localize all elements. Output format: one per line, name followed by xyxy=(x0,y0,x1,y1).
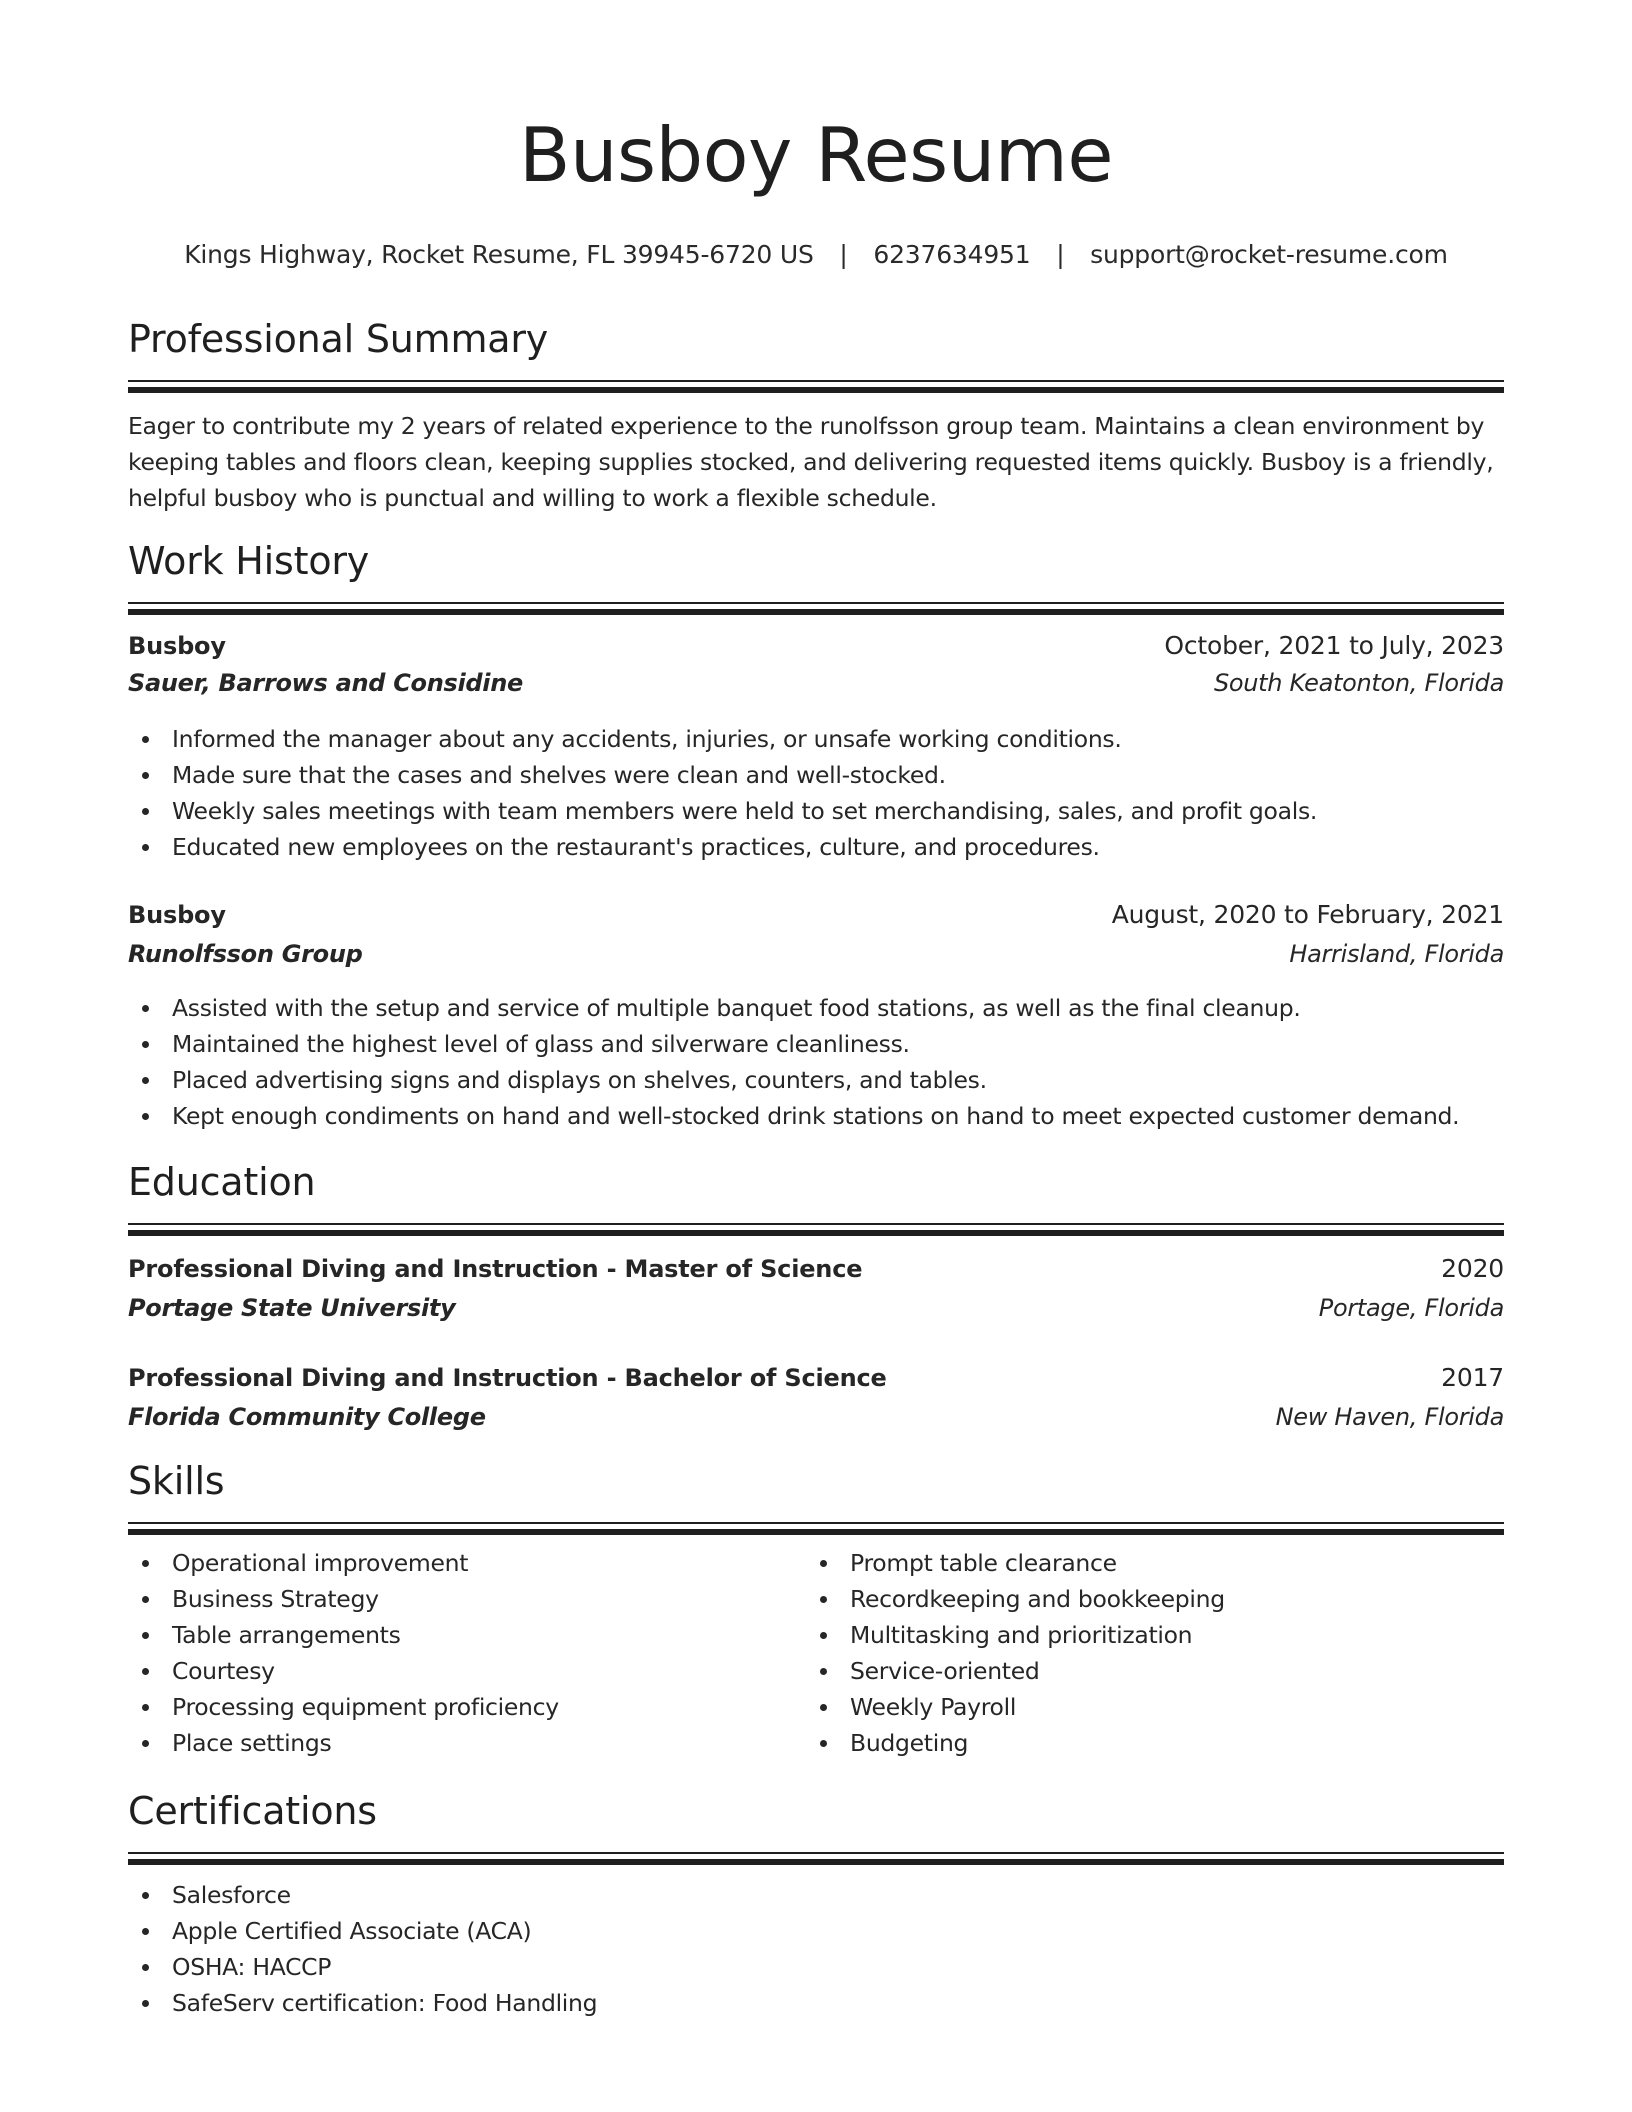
list-item: Budgeting xyxy=(806,1725,1484,1761)
skills-list-right xyxy=(806,1545,1484,1761)
section-heading: Work History xyxy=(128,539,370,583)
contact-separator: | xyxy=(839,240,848,269)
summary-section xyxy=(128,317,1504,516)
education-year: 2017 xyxy=(1441,1363,1504,1392)
job-company: Runolfsson Group xyxy=(128,940,363,968)
list-item: Table arrangements xyxy=(128,1617,806,1653)
section-divider xyxy=(128,1852,1504,1854)
education-year: 2020 xyxy=(1441,1254,1504,1283)
contact-phone: 6237634951 xyxy=(873,240,1031,269)
list-item: Maintained the highest level of glass and silverware cleanliness. xyxy=(128,1026,1504,1062)
list-item: Multitasking and prioritization xyxy=(806,1617,1484,1653)
list-item: Place settings xyxy=(128,1725,806,1761)
education-location: New Haven, Florida xyxy=(1275,1403,1504,1431)
section-divider xyxy=(128,1230,1504,1236)
list-item: Placed advertising signs and displays on shelves, counters, and tables. xyxy=(128,1062,1504,1098)
list-item: Processing equipment proficiency xyxy=(128,1689,806,1725)
job-dates: October, 2021 to July, 2023 xyxy=(1164,631,1504,660)
certifications-section xyxy=(128,1789,1504,2021)
section-divider xyxy=(128,380,1504,382)
job-company: Sauer, Barrows and Considine xyxy=(128,669,523,697)
list-item: Recordkeeping and bookkeeping xyxy=(806,1581,1484,1617)
contact-separator: | xyxy=(1056,240,1065,269)
job-bullets xyxy=(128,721,1504,865)
education-location: Portage, Florida xyxy=(1318,1294,1504,1322)
contact-line xyxy=(128,240,1504,269)
list-item: Weekly Payroll xyxy=(806,1689,1484,1725)
list-item: Weekly sales meetings with team members were held to set merchandising, sales, and profit goals. xyxy=(128,793,1504,829)
certifications-list xyxy=(128,1877,1504,2021)
resume-title: Busboy Resume xyxy=(519,111,1113,199)
list-item: Assisted with the setup and service of multiple banquet food stations, as well as the final cleanup. xyxy=(128,990,1504,1026)
education-degree: Professional Diving and Instruction - Bachelor of Science xyxy=(128,1364,887,1392)
education-entry xyxy=(128,1363,1504,1441)
job-entry xyxy=(128,900,1504,1134)
section-heading: Education xyxy=(128,1160,316,1204)
list-item: OSHA: HACCP xyxy=(128,1949,1504,1985)
list-item: Apple Certified Associate (ACA) xyxy=(128,1913,1504,1949)
section-divider xyxy=(128,1223,1504,1225)
job-title: Busboy xyxy=(128,901,226,929)
education-entry xyxy=(128,1254,1504,1332)
section-heading: Certifications xyxy=(128,1789,377,1833)
job-location: Harrisland, Florida xyxy=(1289,940,1504,968)
skills-list-left xyxy=(128,1545,806,1761)
job-location: South Keatonton, Florida xyxy=(1213,669,1504,697)
list-item: Kept enough condiments on hand and well-stocked drink stations on hand to meet expected customer demand. xyxy=(128,1098,1504,1134)
list-item: SafeServ certification: Food Handling xyxy=(128,1985,1504,2021)
job-bullets xyxy=(128,990,1504,1134)
section-divider xyxy=(128,1522,1504,1524)
section-heading: Skills xyxy=(128,1459,225,1503)
section-divider xyxy=(128,1859,1504,1865)
section-divider xyxy=(128,387,1504,393)
job-title: Busboy xyxy=(128,632,226,660)
list-item: Service-oriented xyxy=(806,1653,1484,1689)
education-school: Florida Community College xyxy=(128,1403,486,1431)
contact-address: Kings Highway, Rocket Resume, FL 39945-6720 US xyxy=(184,240,814,269)
education-school: Portage State University xyxy=(128,1294,456,1322)
skills-section xyxy=(128,1459,1504,1761)
job-dates: August, 2020 to February, 2021 xyxy=(1111,900,1504,929)
list-item: Courtesy xyxy=(128,1653,806,1689)
section-heading: Professional Summary xyxy=(128,317,549,361)
list-item: Informed the manager about any accidents, injuries, or unsafe working conditions. xyxy=(128,721,1504,757)
education-degree: Professional Diving and Instruction - Master of Science xyxy=(128,1255,863,1283)
skills-columns xyxy=(128,1545,1504,1761)
education-section xyxy=(128,1160,1504,1236)
list-item: Made sure that the cases and shelves were clean and well-stocked. xyxy=(128,757,1504,793)
section-divider xyxy=(128,609,1504,615)
list-item: Educated new employees on the restaurant's practices, culture, and procedures. xyxy=(128,829,1504,865)
job-entry xyxy=(128,631,1504,865)
list-item: Prompt table clearance xyxy=(806,1545,1484,1581)
summary-text: Eager to contribute my 2 years of related experience to the runolfsson group team. Maintains a clean environment by keeping tables and floors clean, keeping supplies stocked, and delivering requested items quickly. Busboy is a friendly, helpful busboy who is punctual and willing to work a flexible schedule. xyxy=(128,412,1494,512)
list-item: Operational improvement xyxy=(128,1545,806,1581)
contact-email: support@rocket-resume.com xyxy=(1090,240,1448,269)
section-divider xyxy=(128,602,1504,604)
list-item: Salesforce xyxy=(128,1877,1504,1913)
section-divider xyxy=(128,1529,1504,1535)
list-item: Business Strategy xyxy=(128,1581,806,1617)
work-history-section xyxy=(128,539,1504,615)
